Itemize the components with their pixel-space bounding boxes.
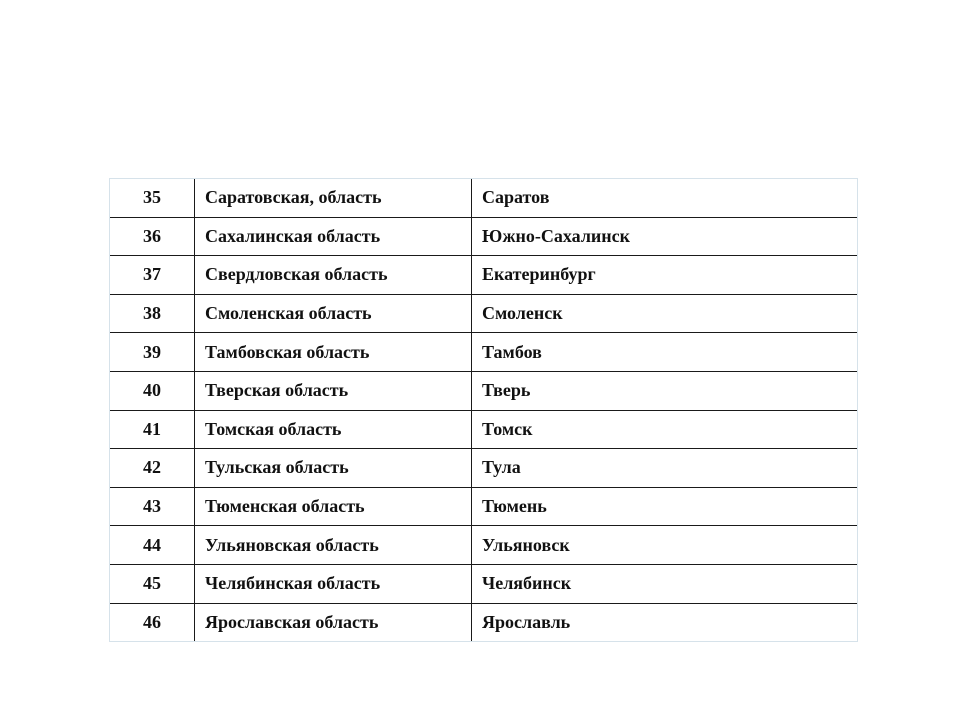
capital-city: Тюмень bbox=[472, 487, 858, 526]
row-number: 42 bbox=[110, 449, 195, 488]
region-name: Свердловская область bbox=[195, 256, 472, 295]
row-number: 39 bbox=[110, 333, 195, 372]
row-number: 38 bbox=[110, 294, 195, 333]
capital-city: Екатеринбург bbox=[472, 256, 858, 295]
region-name: Ярославская область bbox=[195, 603, 472, 642]
row-number: 45 bbox=[110, 564, 195, 603]
capital-city: Томск bbox=[472, 410, 858, 449]
capital-city: Саратов bbox=[472, 179, 858, 218]
table-row bbox=[110, 333, 858, 372]
table-row bbox=[110, 371, 858, 410]
table-row bbox=[110, 526, 858, 565]
row-number: 46 bbox=[110, 603, 195, 642]
table-row bbox=[110, 217, 858, 256]
table-row bbox=[110, 294, 858, 333]
regions-table-body bbox=[110, 179, 858, 642]
region-name: Томская область bbox=[195, 410, 472, 449]
capital-city: Смоленск bbox=[472, 294, 858, 333]
capital-city: Южно-Сахалинск bbox=[472, 217, 858, 256]
table-row bbox=[110, 256, 858, 295]
capital-city: Тверь bbox=[472, 371, 858, 410]
region-name: Саратовская, область bbox=[195, 179, 472, 218]
region-name: Ульяновская область bbox=[195, 526, 472, 565]
capital-city: Ульяновск bbox=[472, 526, 858, 565]
table-row bbox=[110, 410, 858, 449]
region-name: Сахалинская область bbox=[195, 217, 472, 256]
region-name: Челябинская область bbox=[195, 564, 472, 603]
row-number: 37 bbox=[110, 256, 195, 295]
capital-city: Челябинск bbox=[472, 564, 858, 603]
table-row bbox=[110, 449, 858, 488]
table-row bbox=[110, 564, 858, 603]
table-row bbox=[110, 603, 858, 642]
region-name: Тверская область bbox=[195, 371, 472, 410]
region-name: Смоленская область bbox=[195, 294, 472, 333]
table-row bbox=[110, 487, 858, 526]
row-number: 36 bbox=[110, 217, 195, 256]
row-number: 35 bbox=[110, 179, 195, 218]
region-name: Тамбовская область bbox=[195, 333, 472, 372]
row-number: 44 bbox=[110, 526, 195, 565]
capital-city: Ярославль bbox=[472, 603, 858, 642]
capital-city: Тамбов bbox=[472, 333, 858, 372]
region-name: Тюменская область bbox=[195, 487, 472, 526]
table-row bbox=[110, 179, 858, 218]
region-name: Тульская область bbox=[195, 449, 472, 488]
row-number: 41 bbox=[110, 410, 195, 449]
row-number: 43 bbox=[110, 487, 195, 526]
capital-city: Тула bbox=[472, 449, 858, 488]
regions-table bbox=[109, 178, 858, 642]
row-number: 40 bbox=[110, 371, 195, 410]
